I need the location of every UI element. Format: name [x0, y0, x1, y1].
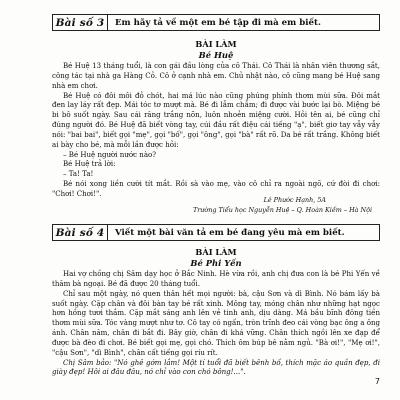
page-number: 7 [374, 377, 380, 386]
exercise-3-label: Bài số 3 [52, 14, 108, 31]
exercise-3-header [52, 14, 380, 31]
exercise-3-dialog-line: – Bé Huệ người nước nào? [63, 149, 157, 159]
exercise-3-heading: BÀI LÀM [195, 39, 237, 49]
exercise-4-label: Bài số 4 [52, 224, 108, 241]
exercise-3-dialog-line: – Ta! Ta! [63, 169, 94, 179]
exercise-4-paragraph: Chị Sâm bảo: "Nó ghê gớm lắm! Một tí tuổi đã biết bênh bố, thích mặc áo quần đẹp, đi giày đẹp! Hôi ai đâu đâu, nó chỉ vào con chó bông!...". [52, 357, 380, 377]
exercise-4-body [52, 269, 380, 377]
signature-school: Trường Tiểu học Nguyễn Huệ – Q. Hoàn Kiếm – Hà Nội [192, 205, 372, 214]
exercise-3-paragraph: Bé Huệ 13 tháng tuổi, là con gái đầu lòng của cô Thái. Cô Thái là nhân viên thương sắt, công tác tại nhà ga Hàng Cỏ. Cô ở cạnh nhà em. Chủ nhật nào, cô cũng mang bé Huệ sang nhà em chơi. [52, 61, 380, 90]
exercise-4-paragraph: Chỉ sau một ngày, nó quen thân hết mọi người: bà, cậu Sơn và dì Bình. Nó bám lấy bà suốt ngày. Cặp chân và đôi bàn tay bé rất xinh. Mông tay, móng chân như những hạt ngọc hơn hồng tươi thắm. Cặp mắt sáng anh lên vẻ tinh anh, dịu dàng. Má bầu bĩnh đông tiền thơm mùi sữa. Tóc vàng mượt như tơ. Cô tay có ngấn, tròn trĩnh đeo cái vòng bạc ông a ông ánh. Chân năm, chân đi bắt đi. Bây giờ, chân đi khá vững. Chân thích ngồi lên xe đạp để được bà đèo đi chơi. Bé biết gọi mẹ, gọi chó. Thích ôm búp bê nằm ngủ. "Bà ơi!", "Mẹ ơi!", "cậu Sơn", "dì Bình", chân cất tiếng gọi ríu rít. [52, 288, 380, 357]
exercise-3-body [52, 61, 380, 199]
exercise-4-title: Bé Phi Yến [190, 258, 242, 268]
exercise-4-prompt: Viết một bài văn tả em bé đang yêu mà em biết. [108, 224, 380, 241]
signature-name: Lê Phước Hạnh, 5A [263, 196, 326, 204]
exercise-4-header [52, 224, 380, 241]
exercise-3-dialog-line: Bé Huệ trả lời: [63, 159, 116, 169]
exercise-4-heading: BÀI LÀM [195, 247, 237, 257]
exercise-3-signature [193, 196, 372, 215]
exercise-3-prompt: Em hãy tả về một em bé tập đi mà em biết. [108, 14, 380, 31]
exercise-3-closing: Bé nói xong liền cười tít mắt. Rồi sà vào mẹ, vào cô chỉ ra ngoài ngõ, cứ đòi đi chơi: "Chơi! Chơi!". [52, 179, 380, 198]
exercise-4-paragraph: Hai vợ chồng chị Sâm dạy học ở Bắc Ninh. Hè vừa rồi, anh chị đưa con là bé Phi Yến về thăm bà ngoại. Bé đã được 20 tháng tuổi. [52, 269, 380, 288]
exercise-3-paragraph: Bé Huệ có đôi môi đỏ chót, hai má lúc nào cũng phúng phính thơm mùi sữa. Đôi mắt đen lay láy rất đẹp. Mái tóc tơ mượt mà. Bé đi lẫm chẫm; đi được vài bước lại bò. Miệng bé bi bô suốt ngày. Sau cái răng trắng nõn, luôn nhoẻn miệng cười. Hỏi tên ai, bé cũng chỉ đúng người đó. Bé Huệ đã biết vòng tay, cúi đầu rất điệu cái tiếng "ạ", biết giơ tay vẫy vẫy nói: "bai bai", biết gọi "mẹ", gọi "bố", gọi "ông", gọi "bà" rất rõ. Da bé rất trắng. Không biết ai bày cho bé, mà mỗi lần được hỏi: [52, 90, 380, 149]
exercise-3-title: Bé Huệ [198, 50, 234, 60]
